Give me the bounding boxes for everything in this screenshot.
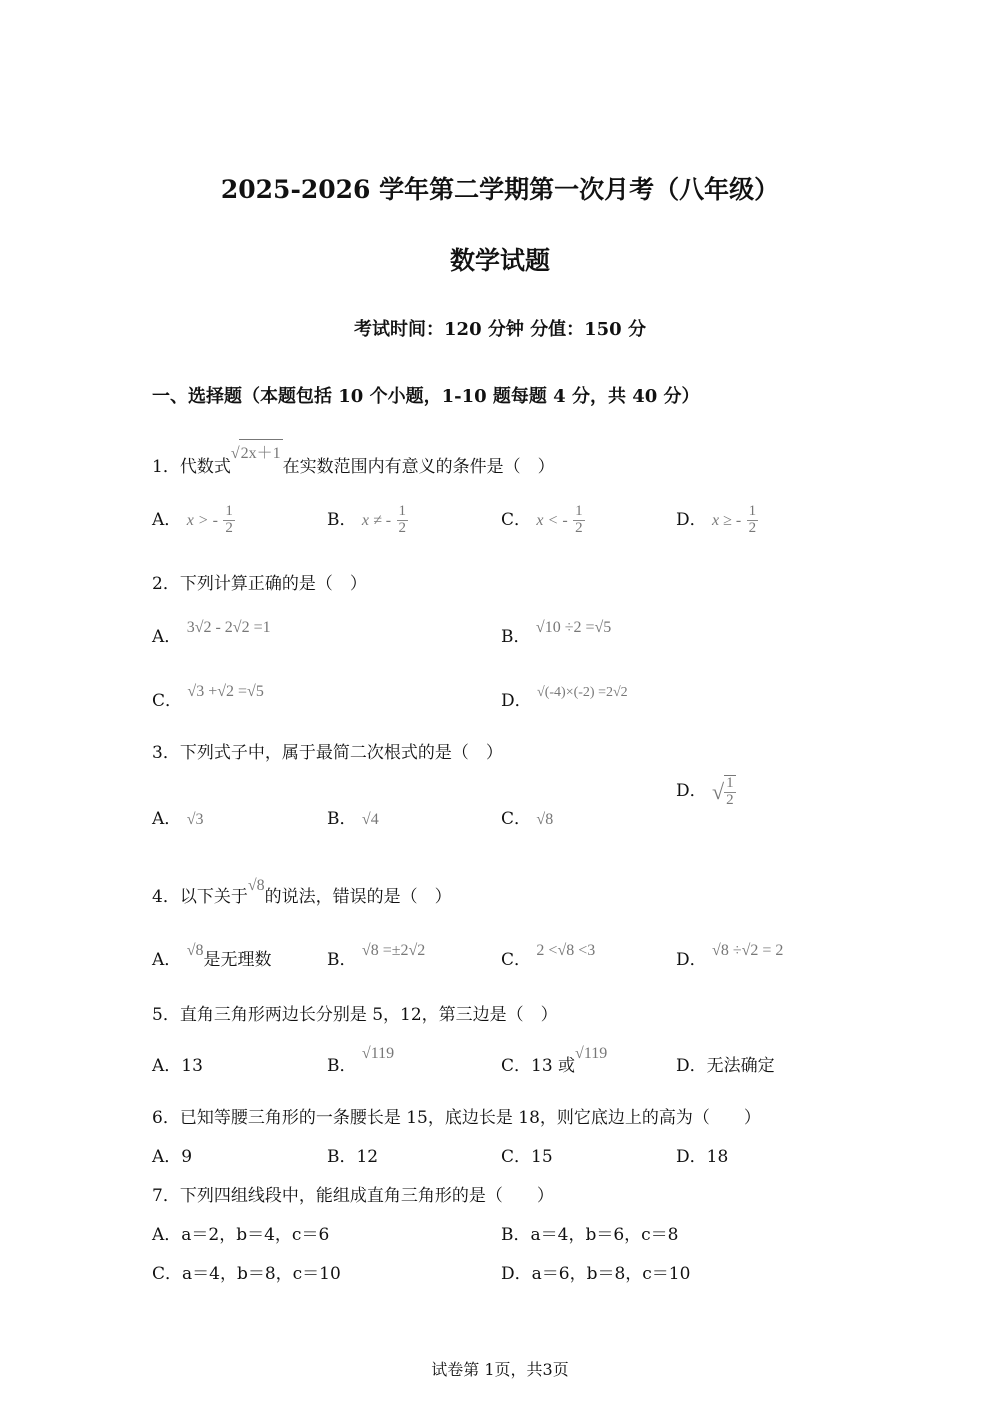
q3-option-b[interactable] xyxy=(327,804,379,829)
q1-option-a[interactable] xyxy=(152,504,235,537)
q2-option-a[interactable] xyxy=(152,612,271,647)
option-expr: √4 xyxy=(361,811,379,828)
q6-option-c[interactable]: C．15 xyxy=(501,1147,553,1167)
q3-option-a[interactable] xyxy=(152,804,203,829)
option-label: D． xyxy=(676,950,707,970)
option-expr: 3√2 - 2√2 =1 xyxy=(186,619,271,636)
q1-radical: √2x＋1 xyxy=(231,445,283,462)
question-4 xyxy=(152,877,452,907)
q3-option-c[interactable] xyxy=(501,804,553,829)
q5-option-a[interactable] xyxy=(152,1051,203,1076)
exam-title: 2025-2026 学年第二学期第一次月考（八年级） xyxy=(220,175,780,204)
option-expr: √119 xyxy=(361,1045,395,1062)
option-label: A． xyxy=(152,627,182,647)
q6-option-d[interactable]: D．18 xyxy=(676,1147,729,1167)
fraction xyxy=(724,775,736,809)
q5-option-c[interactable] xyxy=(501,1040,608,1076)
q4-prefix: 4．以下关于 xyxy=(152,887,248,907)
q6-option-a[interactable]: A．9 xyxy=(152,1147,193,1167)
option-text: 是无理数 xyxy=(203,950,272,970)
q2-option-b[interactable] xyxy=(501,612,612,647)
option-expr: x > - xyxy=(186,511,218,529)
option-label: D．无法确定 xyxy=(676,1056,775,1076)
option-expr: √8 ÷√2 = 2 xyxy=(712,942,784,959)
option-label: A． xyxy=(152,950,182,970)
option-label: B． xyxy=(327,950,357,970)
exam-info: 考试时间：120 分钟 分值：150 分 xyxy=(354,319,646,340)
q7-option-c[interactable]: C．a＝4，b＝8，c＝10 xyxy=(152,1264,341,1284)
question-6: 6．已知等腰三角形的一条腰长是 15，底边长是 18，则它底边上的高为（ ） xyxy=(152,1108,761,1128)
denominator: 2 xyxy=(748,519,757,536)
option-expr: x ≥ - xyxy=(712,511,742,529)
q1-option-b[interactable] xyxy=(327,504,408,537)
option-label: A． xyxy=(152,509,182,530)
q6-option-b[interactable]: B．12 xyxy=(327,1147,379,1167)
q4-option-b[interactable] xyxy=(327,935,426,970)
q1-suffix: 在实数范围内有意义的条件是（ ） xyxy=(282,457,555,477)
option-label: A． xyxy=(152,809,182,829)
numerator: 1 xyxy=(398,503,407,519)
option-expr: √8 xyxy=(536,811,554,828)
question-3: 3．下列式子中，属于最简二次根式的是（ ） xyxy=(152,743,503,763)
option-label: C．13 或 xyxy=(501,1056,576,1076)
question-2: 2．下列计算正确的是（ ） xyxy=(152,574,367,594)
q4-option-d[interactable] xyxy=(676,935,784,970)
fraction xyxy=(223,504,235,537)
numerator: 1 xyxy=(575,503,583,519)
option-label: B． xyxy=(327,809,357,829)
question-5: 5．直角三角形两边长分别是 5，12，第三边是（ ） xyxy=(152,1005,558,1025)
q1-radicand: 2x＋1 xyxy=(239,439,283,463)
option-label: B． xyxy=(327,1056,357,1076)
option-expr: 2 <√8 <3 xyxy=(536,942,596,959)
q7-option-b[interactable]: B．a＝4，b＝6，c＝8 xyxy=(501,1225,679,1245)
option-label: B． xyxy=(327,509,357,530)
page-footer: 试卷第 1页，共3页 xyxy=(431,1360,569,1379)
option-label: B． xyxy=(501,627,531,647)
q7-option-d[interactable]: D．a＝6，b＝8，c＝10 xyxy=(501,1264,691,1284)
fraction xyxy=(747,504,759,537)
numerator: 1 xyxy=(748,503,757,519)
option-label: C． xyxy=(152,691,183,711)
option-expr: √3 +√2 =√5 xyxy=(187,683,264,700)
section-heading: 一、选择题（本题包括 10 个小题，1-10 题每题 4 分，共 40 分） xyxy=(152,386,700,407)
q1-prefix: 1．代数式 xyxy=(152,457,231,477)
option-expr: √3 xyxy=(186,811,204,828)
q4-suffix: 的说法，错误的是（ ） xyxy=(264,887,452,907)
option-expr: √10 ÷2 =√5 xyxy=(535,619,612,636)
option-expr: √8 xyxy=(186,942,204,959)
denominator: 2 xyxy=(726,791,734,808)
radical-sign: √ xyxy=(712,778,725,804)
option-expr: x < - xyxy=(536,511,568,529)
option-expr: √(-4)×(-2) =2√2 xyxy=(537,685,628,700)
q3-option-d[interactable] xyxy=(676,775,736,809)
q1-option-c[interactable] xyxy=(501,504,585,537)
option-expr: √119 xyxy=(575,1045,608,1062)
option-label: C． xyxy=(501,509,532,530)
q2-option-d[interactable] xyxy=(501,676,628,711)
subject-title: 数学试题 xyxy=(449,246,550,275)
q5-option-d[interactable] xyxy=(676,1051,775,1076)
question-1 xyxy=(152,445,555,477)
q1-option-d[interactable] xyxy=(676,504,758,537)
fraction xyxy=(573,504,585,537)
fraction xyxy=(397,504,409,537)
denominator: 2 xyxy=(398,519,407,536)
q4-expr: √8 xyxy=(247,877,265,894)
q7-option-a[interactable]: A．a＝2，b＝4，c＝6 xyxy=(152,1225,330,1245)
q5-option-b[interactable] xyxy=(327,1040,395,1076)
q2-option-c[interactable] xyxy=(152,676,264,711)
option-expr: √8 =±2√2 xyxy=(361,942,426,959)
numerator: 1 xyxy=(225,503,233,519)
denominator: 2 xyxy=(575,519,583,536)
option-label: D． xyxy=(676,509,707,530)
q4-option-c[interactable] xyxy=(501,935,596,970)
option-label: D． xyxy=(676,781,707,802)
option-label: D． xyxy=(501,691,532,711)
option-label: A．13 xyxy=(152,1056,203,1076)
numerator: 1 xyxy=(726,775,734,791)
option-label: C． xyxy=(501,809,532,829)
denominator: 2 xyxy=(225,519,233,536)
option-expr: x ≠ - xyxy=(361,511,392,529)
option-label: C． xyxy=(501,950,532,970)
question-7: 7．下列四组线段中，能组成直角三角形的是（ ） xyxy=(152,1186,554,1206)
q4-option-a[interactable] xyxy=(152,935,272,970)
